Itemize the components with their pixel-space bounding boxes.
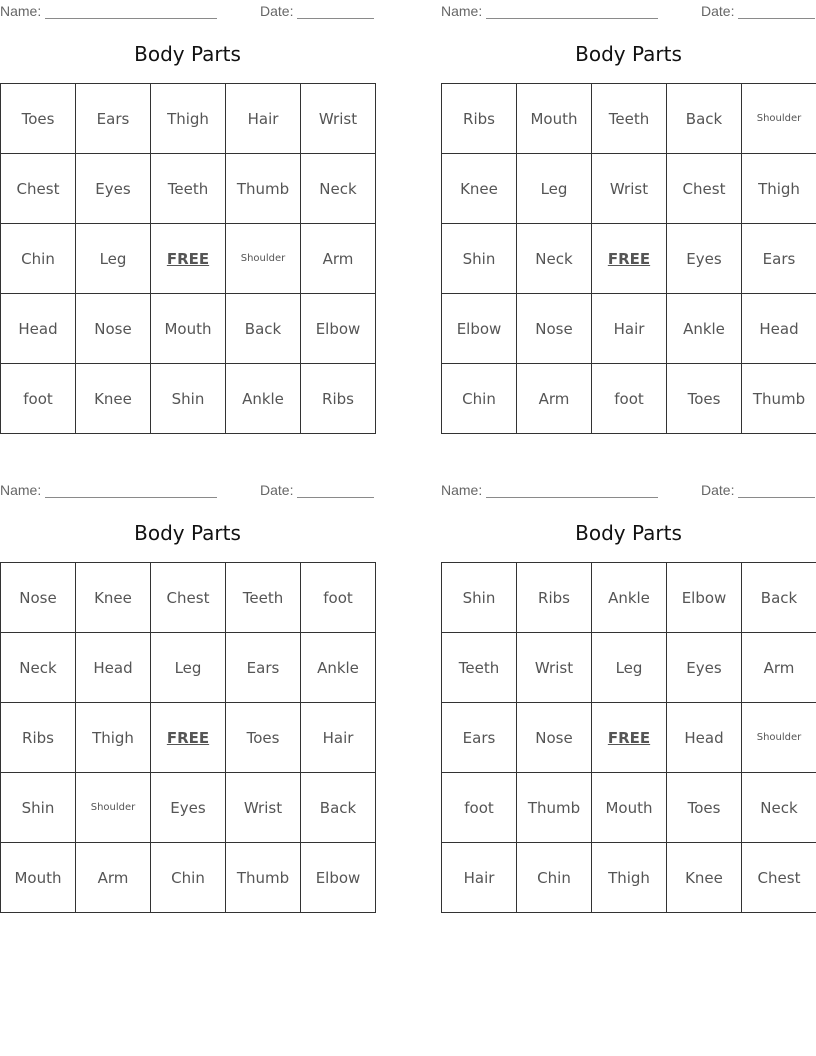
bingo-cell[interactable]: Leg bbox=[592, 633, 667, 703]
name-blank-line[interactable] bbox=[45, 4, 217, 19]
bingo-cell[interactable]: Chest bbox=[742, 843, 816, 913]
name-label: Name: bbox=[0, 482, 42, 498]
grid-row bbox=[1, 633, 376, 703]
bingo-cell[interactable]: Shin bbox=[442, 563, 517, 633]
bingo-cell[interactable]: Thumb bbox=[742, 364, 816, 434]
name-blank-line[interactable] bbox=[45, 483, 217, 498]
date-field[interactable] bbox=[260, 3, 374, 19]
bingo-cell[interactable]: Shoulder bbox=[226, 224, 301, 294]
grid-row bbox=[1, 224, 376, 294]
bingo-cell[interactable]: Elbow bbox=[667, 563, 742, 633]
bingo-cell[interactable]: Toes bbox=[667, 364, 742, 434]
free-space-cell[interactable]: FREE bbox=[151, 224, 226, 294]
bingo-cell[interactable]: Chin bbox=[1, 224, 76, 294]
bingo-cell[interactable]: Head bbox=[1, 294, 76, 364]
bingo-cell[interactable]: foot bbox=[592, 364, 667, 434]
bingo-cell[interactable]: Chin bbox=[517, 843, 592, 913]
bingo-cell[interactable]: Ribs bbox=[442, 84, 517, 154]
grid-row bbox=[1, 843, 376, 913]
bingo-cell[interactable]: Arm bbox=[301, 224, 376, 294]
date-field[interactable] bbox=[701, 3, 815, 19]
bingo-cell[interactable]: Thigh bbox=[76, 703, 151, 773]
bingo-cell[interactable]: Mouth bbox=[517, 84, 592, 154]
bingo-cell[interactable]: Wrist bbox=[592, 154, 667, 224]
bingo-cell[interactable]: Neck bbox=[742, 773, 816, 843]
bingo-cell[interactable]: Nose bbox=[76, 294, 151, 364]
card-title: Body Parts bbox=[575, 521, 682, 545]
bingo-card-1 bbox=[0, 0, 375, 434]
name-blank-line[interactable] bbox=[486, 483, 658, 498]
grid-row bbox=[1, 563, 376, 633]
bingo-cell[interactable]: Shin bbox=[151, 364, 226, 434]
free-space-cell[interactable]: FREE bbox=[592, 224, 667, 294]
bingo-cell[interactable]: Nose bbox=[517, 703, 592, 773]
date-blank-line[interactable] bbox=[738, 483, 815, 498]
bingo-cell[interactable]: Knee bbox=[76, 364, 151, 434]
grid-row bbox=[442, 224, 816, 294]
bingo-cell[interactable]: Hair bbox=[226, 84, 301, 154]
bingo-cell[interactable]: Thumb bbox=[226, 154, 301, 224]
grid-row bbox=[1, 703, 376, 773]
bingo-grid bbox=[441, 83, 816, 434]
bingo-cell[interactable]: Nose bbox=[1, 563, 76, 633]
grid-row bbox=[442, 633, 816, 703]
bingo-cell[interactable]: Shin bbox=[1, 773, 76, 843]
bingo-grid bbox=[441, 562, 816, 913]
bingo-cell[interactable]: Thumb bbox=[517, 773, 592, 843]
bingo-cell[interactable]: Thumb bbox=[226, 843, 301, 913]
bingo-cell[interactable]: Hair bbox=[301, 703, 376, 773]
bingo-cell[interactable]: Wrist bbox=[301, 84, 376, 154]
bingo-cell[interactable]: Arm bbox=[742, 633, 816, 703]
bingo-cell[interactable]: Hair bbox=[442, 843, 517, 913]
bingo-cell[interactable]: Chest bbox=[1, 154, 76, 224]
name-blank-line[interactable] bbox=[486, 4, 658, 19]
grid-row bbox=[442, 154, 816, 224]
bingo-cell[interactable]: Neck bbox=[517, 224, 592, 294]
bingo-cell[interactable]: Leg bbox=[76, 224, 151, 294]
bingo-cell[interactable]: Teeth bbox=[226, 563, 301, 633]
bingo-cell[interactable]: Head bbox=[742, 294, 816, 364]
bingo-cell[interactable]: Ribs bbox=[517, 563, 592, 633]
bingo-cell[interactable]: Ribs bbox=[301, 364, 376, 434]
bingo-cell[interactable]: Back bbox=[226, 294, 301, 364]
grid-row bbox=[442, 364, 816, 434]
date-label: Date: bbox=[260, 482, 294, 498]
bingo-cell[interactable]: Knee bbox=[442, 154, 517, 224]
name-field[interactable] bbox=[0, 3, 217, 19]
grid-row bbox=[1, 84, 376, 154]
name-label: Name: bbox=[0, 3, 42, 19]
bingo-cell[interactable]: Teeth bbox=[592, 84, 667, 154]
bingo-cell[interactable]: Eyes bbox=[667, 224, 742, 294]
bingo-cell[interactable]: Back bbox=[301, 773, 376, 843]
bingo-cell[interactable]: Eyes bbox=[667, 633, 742, 703]
card-title: Body Parts bbox=[134, 521, 241, 545]
bingo-cell[interactable]: Ankle bbox=[667, 294, 742, 364]
bingo-cell[interactable]: Shin bbox=[442, 224, 517, 294]
grid-row bbox=[1, 294, 376, 364]
grid-row bbox=[442, 773, 816, 843]
free-space-cell[interactable]: FREE bbox=[151, 703, 226, 773]
bingo-cell[interactable]: foot bbox=[301, 563, 376, 633]
bingo-cell[interactable]: Elbow bbox=[301, 294, 376, 364]
bingo-cell[interactable]: Nose bbox=[517, 294, 592, 364]
bingo-cell[interactable]: Shoulder bbox=[742, 84, 816, 154]
bingo-cell[interactable]: Mouth bbox=[151, 294, 226, 364]
bingo-cell[interactable]: Elbow bbox=[301, 843, 376, 913]
bingo-cell[interactable]: Ears bbox=[226, 633, 301, 703]
bingo-cell[interactable]: Hair bbox=[592, 294, 667, 364]
bingo-cell[interactable]: Ribs bbox=[1, 703, 76, 773]
bingo-card-3 bbox=[0, 479, 375, 913]
date-field[interactable] bbox=[701, 482, 815, 498]
bingo-cell[interactable]: Ankle bbox=[226, 364, 301, 434]
date-label: Date: bbox=[701, 482, 735, 498]
grid-row bbox=[442, 843, 816, 913]
bingo-cell[interactable]: Ears bbox=[742, 224, 816, 294]
bingo-card-4 bbox=[441, 479, 816, 913]
bingo-cell[interactable]: Elbow bbox=[442, 294, 517, 364]
bingo-cell[interactable]: Eyes bbox=[76, 154, 151, 224]
bingo-cell[interactable]: Wrist bbox=[226, 773, 301, 843]
bingo-cell[interactable]: foot bbox=[1, 364, 76, 434]
name-label: Name: bbox=[441, 3, 483, 19]
bingo-cell[interactable]: Neck bbox=[301, 154, 376, 224]
card-title: Body Parts bbox=[134, 42, 241, 66]
bingo-cell[interactable]: Eyes bbox=[151, 773, 226, 843]
bingo-cell[interactable]: Knee bbox=[667, 843, 742, 913]
date-blank-line[interactable] bbox=[297, 483, 374, 498]
bingo-cell[interactable]: Shoulder bbox=[76, 773, 151, 843]
bingo-cell[interactable]: Chin bbox=[442, 364, 517, 434]
bingo-cell[interactable]: Shoulder bbox=[742, 703, 816, 773]
bingo-cell[interactable]: Toes bbox=[1, 84, 76, 154]
grid-row bbox=[1, 364, 376, 434]
bingo-cell[interactable]: Chin bbox=[151, 843, 226, 913]
grid-row bbox=[442, 294, 816, 364]
bingo-cell[interactable]: Head bbox=[667, 703, 742, 773]
name-field[interactable] bbox=[441, 482, 658, 498]
bingo-cell[interactable]: Neck bbox=[1, 633, 76, 703]
name-field[interactable] bbox=[441, 3, 658, 19]
grid-row bbox=[1, 773, 376, 843]
bingo-cell[interactable]: Mouth bbox=[1, 843, 76, 913]
grid-row bbox=[1, 154, 376, 224]
bingo-cell[interactable]: Ears bbox=[442, 703, 517, 773]
bingo-cell[interactable]: Leg bbox=[151, 633, 226, 703]
bingo-grid bbox=[0, 83, 376, 434]
bingo-cell[interactable]: Chest bbox=[667, 154, 742, 224]
bingo-cell[interactable]: Chest bbox=[151, 563, 226, 633]
date-blank-line[interactable] bbox=[297, 4, 374, 19]
bingo-cell[interactable]: Arm bbox=[517, 364, 592, 434]
date-label: Date: bbox=[260, 3, 294, 19]
bingo-cell[interactable]: Arm bbox=[76, 843, 151, 913]
name-label: Name: bbox=[441, 482, 483, 498]
bingo-cell[interactable]: Thigh bbox=[151, 84, 226, 154]
date-label: Date: bbox=[701, 3, 735, 19]
free-space-cell[interactable]: FREE bbox=[592, 703, 667, 773]
grid-row bbox=[442, 703, 816, 773]
bingo-cell[interactable]: Teeth bbox=[151, 154, 226, 224]
bingo-grid bbox=[0, 562, 376, 913]
bingo-cell[interactable]: Leg bbox=[517, 154, 592, 224]
bingo-cell[interactable]: Knee bbox=[76, 563, 151, 633]
grid-row bbox=[442, 563, 816, 633]
bingo-cell[interactable]: Thigh bbox=[742, 154, 816, 224]
date-blank-line[interactable] bbox=[738, 4, 815, 19]
bingo-cell[interactable]: Ankle bbox=[592, 563, 667, 633]
card-title: Body Parts bbox=[575, 42, 682, 66]
bingo-cell[interactable]: Toes bbox=[226, 703, 301, 773]
bingo-cell[interactable]: Mouth bbox=[592, 773, 667, 843]
bingo-cell[interactable]: Ears bbox=[76, 84, 151, 154]
bingo-cell[interactable]: Back bbox=[667, 84, 742, 154]
bingo-card-2 bbox=[441, 0, 816, 434]
bingo-cell[interactable]: Thigh bbox=[592, 843, 667, 913]
bingo-cell[interactable]: Teeth bbox=[442, 633, 517, 703]
bingo-cell[interactable]: foot bbox=[442, 773, 517, 843]
date-field[interactable] bbox=[260, 482, 374, 498]
bingo-cell[interactable]: Toes bbox=[667, 773, 742, 843]
bingo-cell[interactable]: Wrist bbox=[517, 633, 592, 703]
bingo-cell[interactable]: Ankle bbox=[301, 633, 376, 703]
grid-row bbox=[442, 84, 816, 154]
name-field[interactable] bbox=[0, 482, 217, 498]
bingo-cell[interactable]: Head bbox=[76, 633, 151, 703]
bingo-cell[interactable]: Back bbox=[742, 563, 816, 633]
